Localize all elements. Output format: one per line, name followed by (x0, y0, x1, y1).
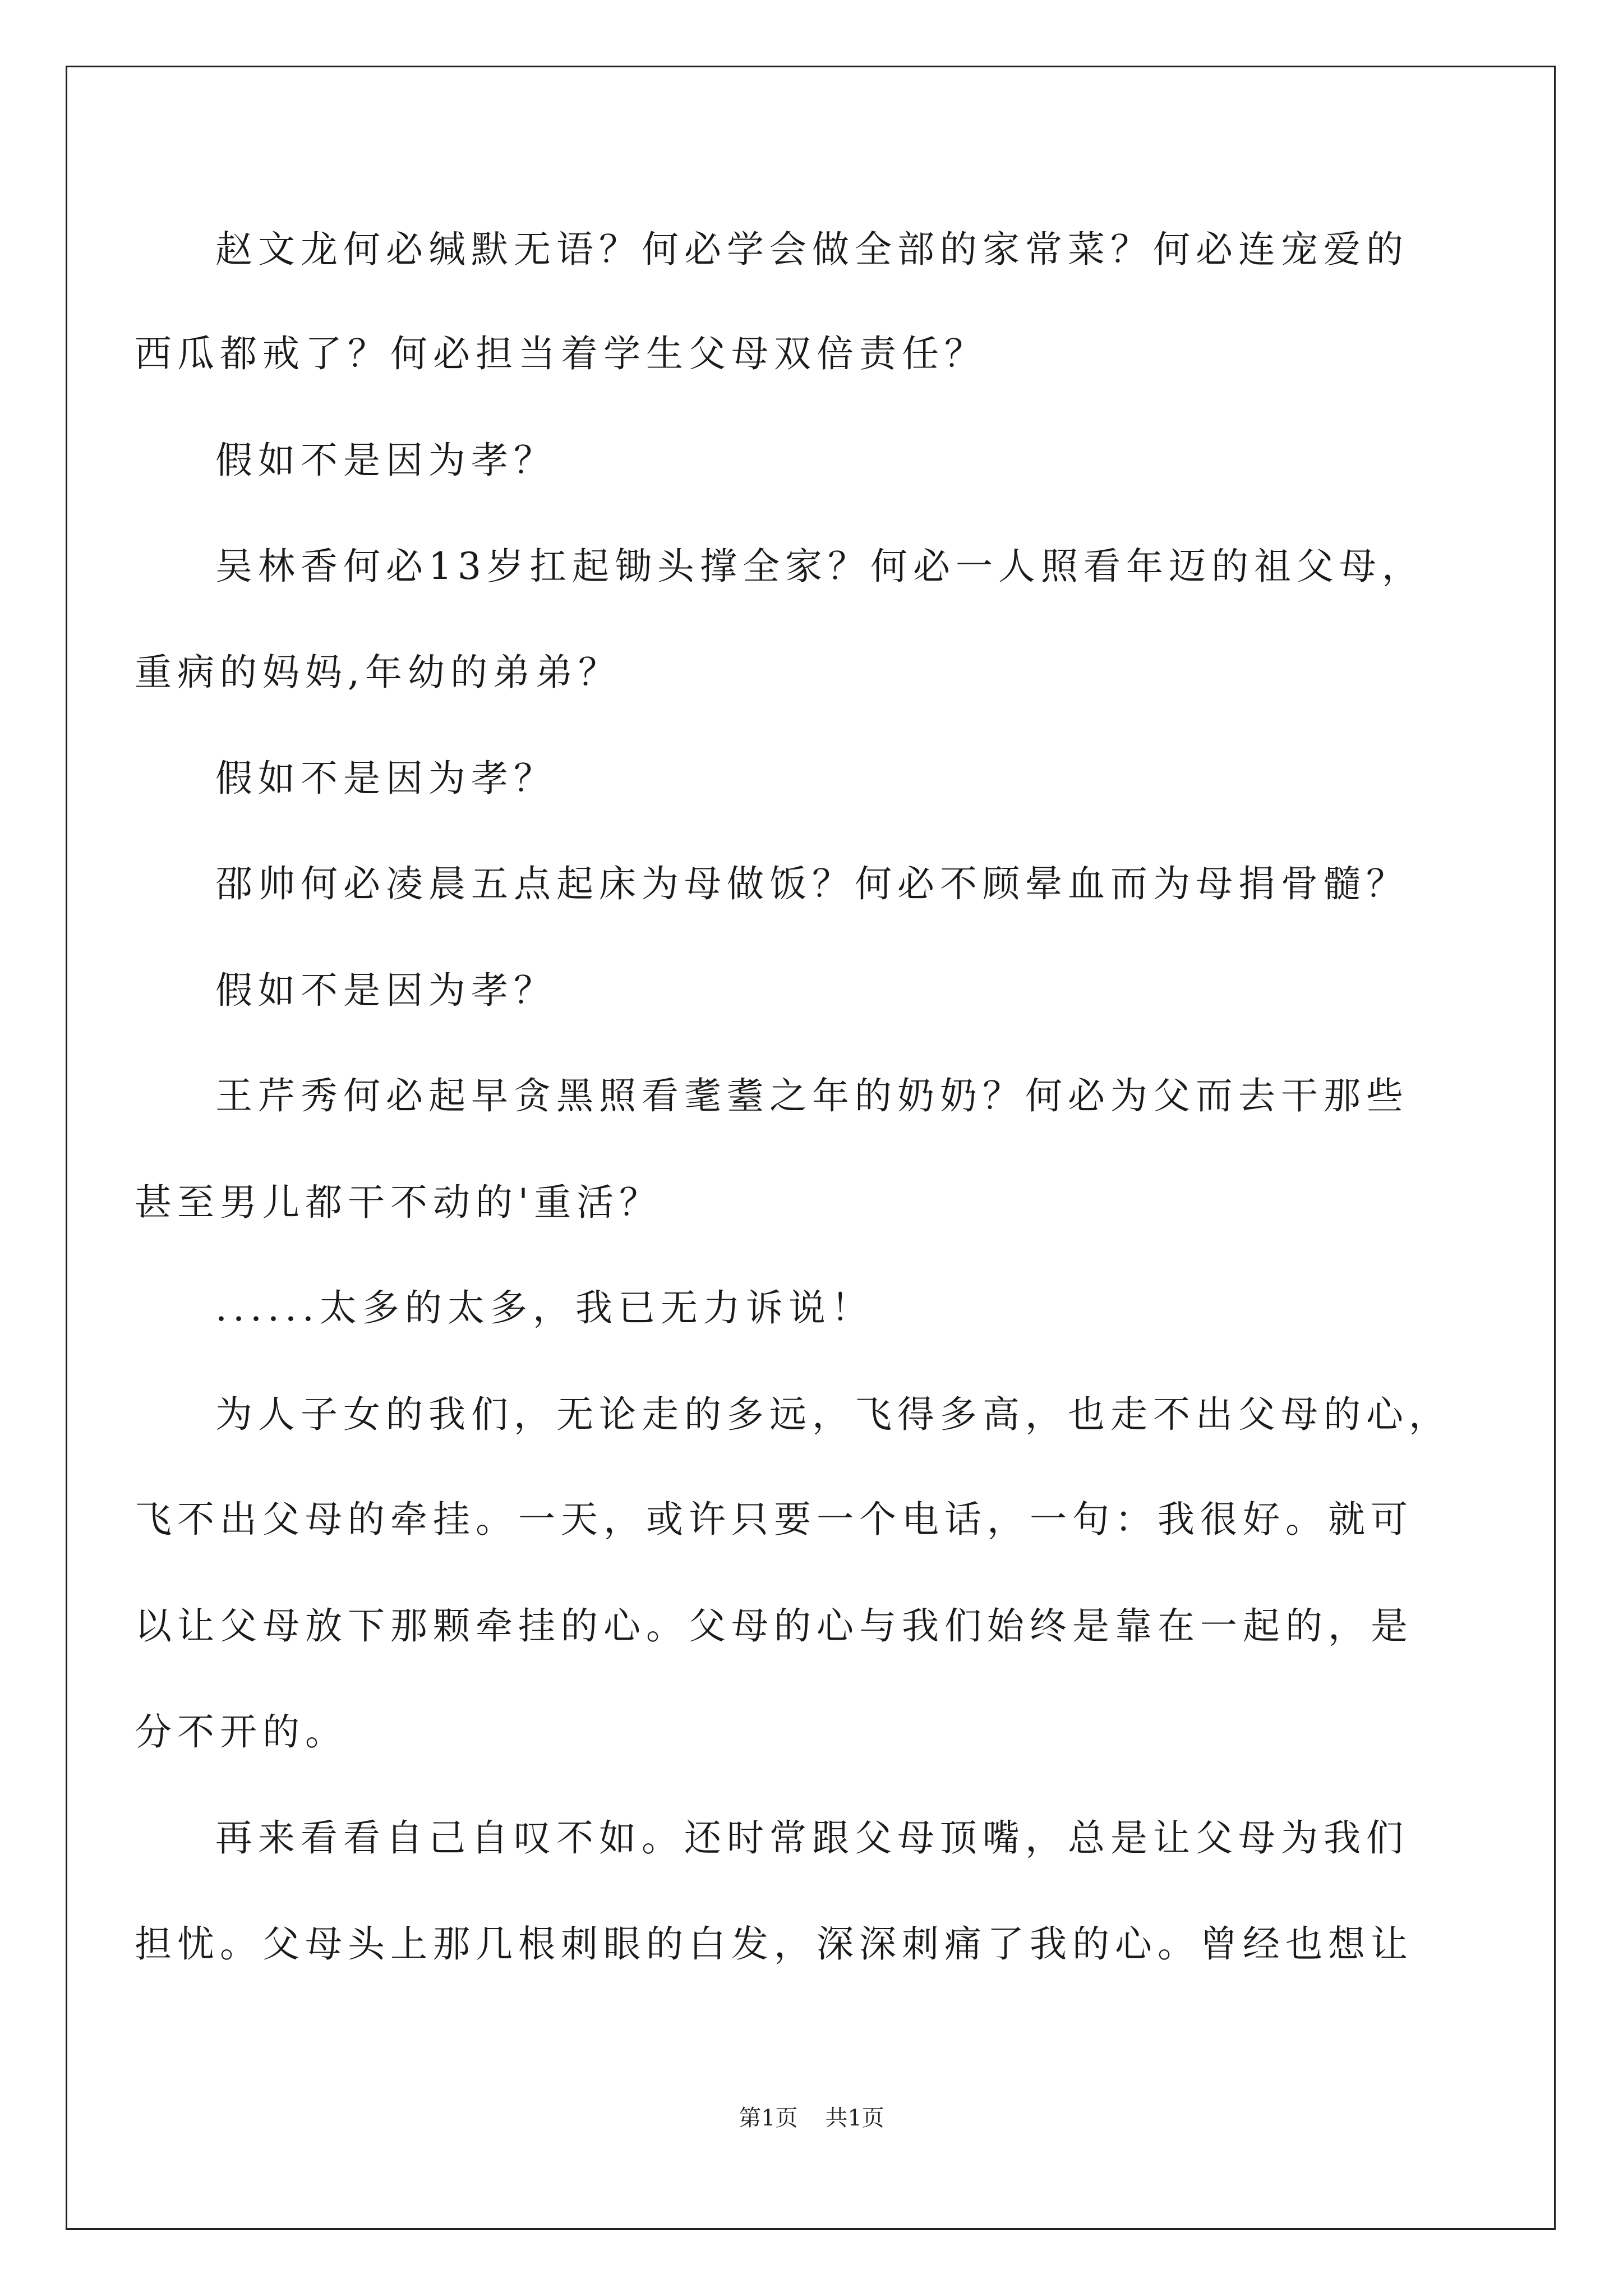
text-line: 假如不是因为孝？ (215, 969, 556, 1012)
text-line: 赵文龙何必缄默无语？何必学会做全部的家常菜？何必连宠爱的 (215, 228, 1409, 271)
text-line: 西瓜都戒了？何必担当着学生父母双倍责任？ (135, 332, 987, 375)
page-number-current: 第1页 (739, 2105, 798, 2131)
text-line: 飞不出父母的牵挂。一天，或许只要一个电话，一句：我很好。就可 (135, 1498, 1413, 1541)
text-line: 分不开的。 (135, 1710, 348, 1754)
page-number-total: 共1页 (825, 2105, 884, 2131)
text-line: 吴林香何必13岁扛起锄头撑全家？何必一人照看年迈的祖父母， (215, 545, 1424, 588)
text-line: ......太多的太多，我已无力诉说！ (215, 1286, 874, 1329)
page-border (66, 66, 1556, 2230)
text-line: 假如不是因为孝？ (215, 757, 556, 800)
text-line: 邵帅何必凌晨五点起床为母做饭？何必不顾晕血而为母捐骨髓？ (215, 862, 1409, 905)
text-line: 甚至男儿都干不动的'重活？ (135, 1181, 662, 1224)
text-line: 为人子女的我们，无论走的多远，飞得多高，也走不出父母的心， (215, 1393, 1451, 1436)
text-line: 王芹秀何必起早贪黑照看耄耋之年的奶奶？何必为父而去干那些 (215, 1074, 1409, 1117)
text-line: 假如不是因为孝？ (215, 439, 556, 482)
text-line: 以让父母放下那颗牵挂的心。父母的心与我们始终是靠在一起的，是 (135, 1604, 1413, 1648)
text-line: 重病的妈妈,年幼的弟弟？ (135, 651, 621, 694)
text-line: 再来看看自己自叹不如。还时常跟父母顶嘴，总是让父母为我们 (215, 1816, 1409, 1860)
page-footer (0, 2107, 1623, 2129)
text-line: 担忧。父母头上那几根刺眼的白发，深深刺痛了我的心。曾经也想让 (135, 1922, 1413, 1966)
